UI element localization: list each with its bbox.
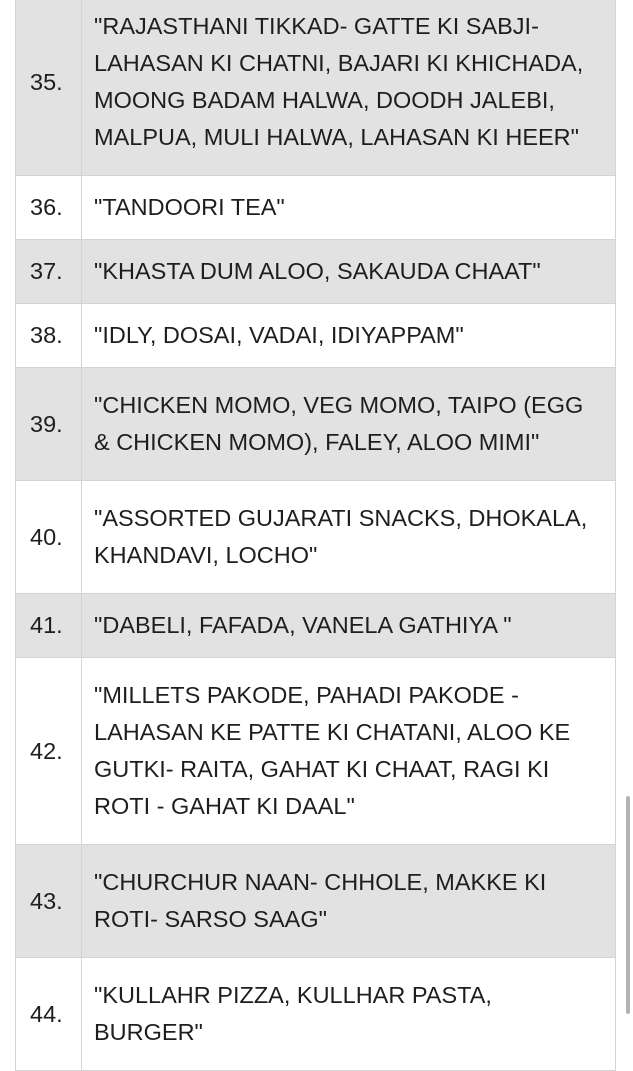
menu-table [15,0,616,1071]
row-number: 37. [16,240,82,304]
table-row [16,658,616,845]
row-text: "CHICKEN MOMO, VEG MOMO, TAIPO (EGG & CHICKEN MOMO), FALEY, ALOO MIMI" [82,368,616,481]
table-row [16,845,616,958]
row-text: "ASSORTED GUJARATI SNACKS, DHOKALA, KHANDAVI, LOCHO" [82,481,616,594]
row-text: "MILLETS PAKODE, PAHADI PAKODE - LAHASAN KE PATTE KI CHATANI, ALOO KE GUTKI- RAITA, GAHAT KI CHAAT, RAGI KI ROTI - GAHAT KI DAAL" [82,658,616,845]
table-row [16,481,616,594]
table-row [16,240,616,304]
row-text: "CHURCHUR NAAN- CHHOLE, MAKKE KI ROTI- SARSO SAAG" [82,845,616,958]
row-text: "KULLAHR PIZZA, KULLHAR PASTA, BURGER" [82,958,616,1071]
table-row [16,368,616,481]
table-row [16,176,616,240]
row-text: "DABELI, FAFADA, VANELA GATHIYA " [82,594,616,658]
row-number: 41. [16,594,82,658]
row-number: 44. [16,958,82,1071]
row-number: 38. [16,304,82,368]
row-number: 43. [16,845,82,958]
row-text: "TANDOORI TEA" [82,176,616,240]
row-number: 42. [16,658,82,845]
row-text: "KHASTA DUM ALOO, SAKAUDA CHAAT" [82,240,616,304]
row-number: 40. [16,481,82,594]
vertical-scrollbar[interactable] [626,796,630,1014]
table-row [16,0,616,176]
row-number: 39. [16,368,82,481]
table-row [16,594,616,658]
table-row [16,304,616,368]
row-text: "RAJASTHANI TIKKAD- GATTE KI SABJI- LAHASAN KI CHATNI, BAJARI KI KHICHADA, MOONG BADAM HALWA, DOODH JALEBI, MALPUA, MULI HALWA, LAHASAN KI HEER" [82,0,616,176]
table-row [16,958,616,1071]
row-number: 35. [16,0,82,176]
row-number: 36. [16,176,82,240]
row-text: "IDLY, DOSAI, VADAI, IDIYAPPAM" [82,304,616,368]
